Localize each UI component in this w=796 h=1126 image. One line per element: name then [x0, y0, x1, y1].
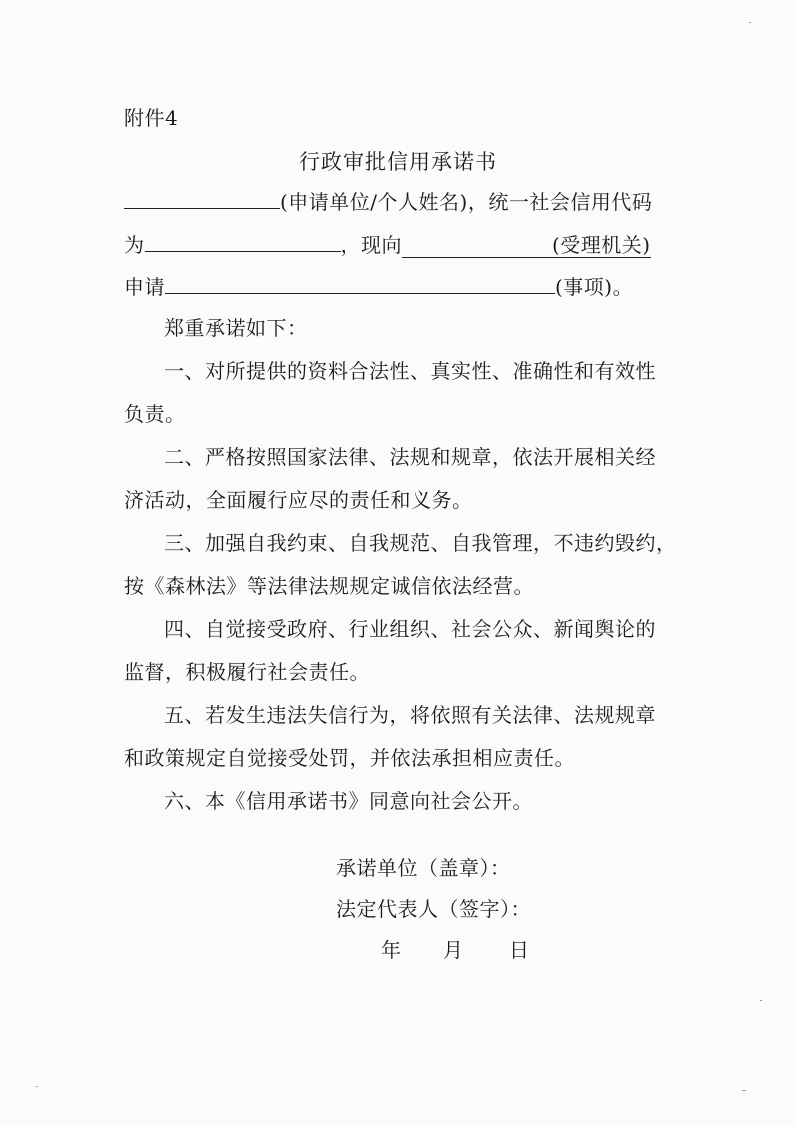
- header-line-3-suffix: (事项)。: [555, 275, 634, 299]
- header-line-3-prefix: 申请: [124, 275, 165, 299]
- scan-speck: [749, 22, 751, 23]
- commitment-3-line-2: 按《森林法》等法律法规规定诚信依法经营。: [124, 574, 534, 598]
- header-line-2: [124, 231, 651, 258]
- intro-text: 郑重承诺如下：: [164, 316, 308, 340]
- commitment-2-line-2: 济活动，全面履行应尽的责任和义务。: [124, 488, 473, 512]
- header-line-2-mid: ，现向: [340, 233, 402, 257]
- header-line-1: [124, 188, 652, 214]
- header-line-3: [124, 273, 633, 299]
- header-line-2-suffix: (受理机关): [552, 233, 651, 257]
- document-title: 行政审批信用承诺书: [299, 150, 497, 174]
- matter-blank[interactable]: [165, 273, 555, 294]
- commitment-5-line-2: 和政策规定自觉接受处罚，并依法承担相应责任。: [124, 746, 575, 770]
- commitment-1-line-1: 一、对所提供的资料合法性、真实性、准确性和有效性: [164, 359, 656, 383]
- date-month: 月: [443, 938, 464, 962]
- authority-field[interactable]: [402, 233, 651, 258]
- commitment-5-line-1: 五、若发生违法失信行为，将依照有关法律、法规规章: [164, 703, 656, 727]
- signature-representative: 法定代表人（签字）：: [336, 897, 531, 921]
- commitment-3-line-1: 三、加强自我约束、自我规范、自我管理，不违约毁约，: [164, 531, 677, 555]
- header-line-1-text: (申请单位/个人姓名)，统一社会信用代码: [280, 190, 653, 214]
- signature-unit: 承诺单位（盖章）：: [336, 856, 511, 880]
- commitment-2-line-1: 二、严格按照国家法律、法规和规章，依法开展相关经: [164, 445, 656, 469]
- scan-speck: [742, 1090, 746, 1091]
- attachment-label: 附件4: [124, 106, 179, 130]
- date-day: 日: [509, 938, 530, 962]
- applicant-name-blank[interactable]: [124, 188, 280, 209]
- scan-speck: [760, 1000, 762, 1001]
- credit-code-blank[interactable]: [145, 231, 341, 252]
- commitment-1-line-2: 负责。: [124, 402, 186, 426]
- scan-speck: [36, 1086, 38, 1087]
- header-line-2-prefix: 为: [124, 233, 145, 257]
- commitment-6-line-1: 六、本《信用承诺书》同意向社会公开。: [164, 789, 533, 813]
- date-year: 年: [381, 938, 402, 962]
- commitment-4-line-2: 监督，积极履行社会责任。: [124, 660, 370, 684]
- commitment-4-line-1: 四、自觉接受政府、行业组织、社会公众、新闻舆论的: [164, 617, 656, 641]
